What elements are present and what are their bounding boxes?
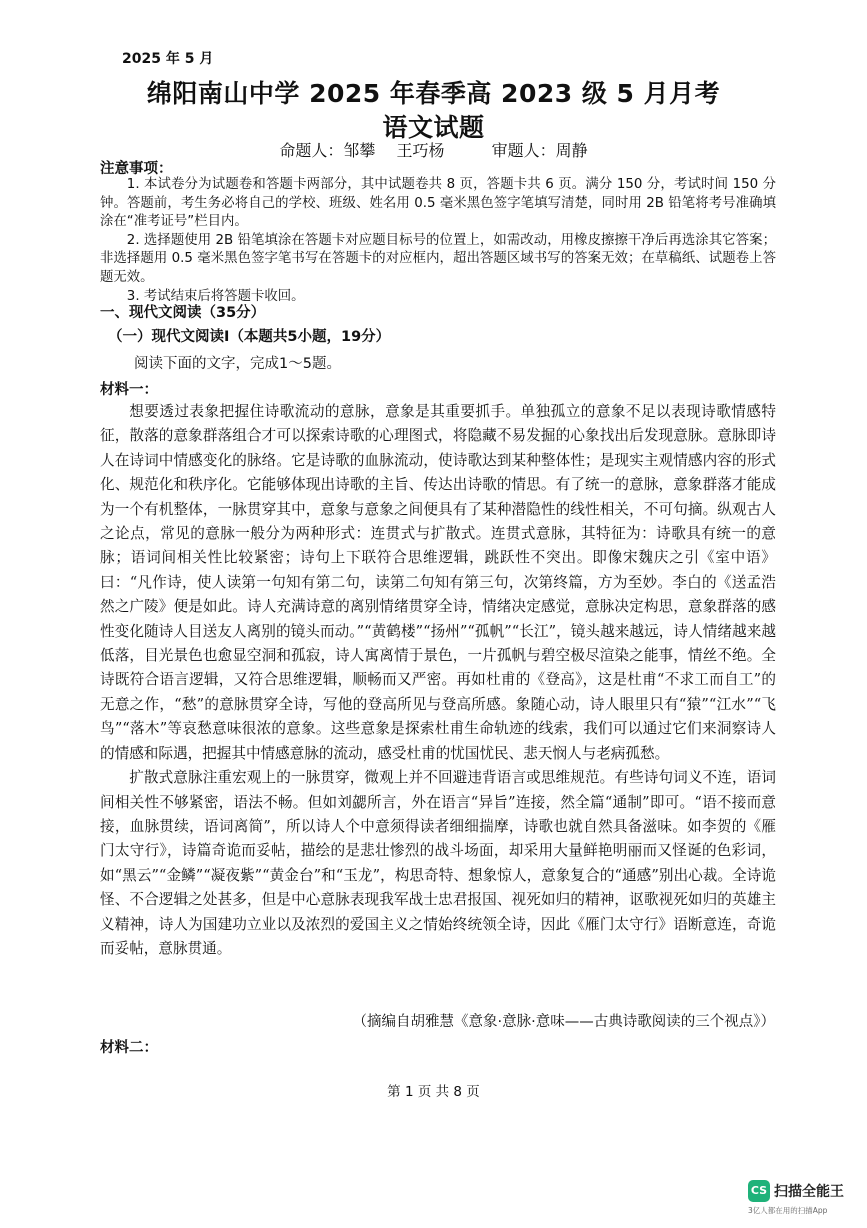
camscanner-logo-icon: CS [748,1180,770,1202]
note-item: 2. 选择题使用 2B 铅笔填涂在答题卡对应题目标号的位置上，如需改动，用橡皮擦擦干净后再选涂其它答案；非选择题用 0.5 毫米黑色签字笔书写在答题卡的对应框内，超出答题区域书写的答案无效；在草稿纸、试题卷上答题无效。 [100,232,776,285]
setter-2: 王巧杨 [396,141,445,160]
notes-heading: 注意事项： [100,161,173,177]
material-2-label: 材料二： [100,1040,158,1056]
exam-subject-title: 语文试题 [382,113,485,142]
source-citation: （摘编自胡雅慧《意象·意脉·意味——古典诗歌阅读的三个视点》） [352,1014,775,1030]
watermark-name: 扫描全能王 [774,1184,844,1200]
notes-list [100,176,776,306]
reading-instruction: 阅读下面的文字，完成1～5题。 [134,356,341,372]
scanner-watermark [748,1180,858,1220]
section-heading: 一、现代文阅读（35分） [100,305,266,321]
exam-date: 2025 年 5 月 [122,51,214,67]
exam-title: 绵阳南山中学 2025 年春季高 2023 级 5 月月考 [146,79,721,108]
paragraph: 扩散式意脉注重宏观上的一脉贯穿，微观上并不回避违背语言或思维规范。有些诗句词义不连，语词间相关性不够紧密，语法不畅。但如刘勰所言，外在语言“异旨”连接，然全篇“通制”即可。“语不接而意接，血脉贯续，语词离简”，所以诗人个中意须得读者细细揣摩，诗歌也就自然具备滋味。如李贺的《雁门太守行》，诗篇奇诡而妥帖，描绘的是悲壮惨烈的战斗场面，却采用大量鲜艳明丽而又怪诞的色彩词，如“黑云”“金鳞”“凝夜紫”“黄金台”和“玉龙”，构思奇特、想象惊人，意象复合的“通感”别出心裁。全诗诡怪、不合逻辑之处甚多，但是中心意脉表现我军战士忠君报国、视死如归的精神，讴歌视死如归的英雄主义精神，诗人为国建功立业以及浓烈的爱国主义之情始终统领全诗，因此《雁门太守行》语断意连，奇诡而妥帖，意脉贯通。 [100,769,776,957]
paragraph: 想要透过表象把握住诗歌流动的意脉，意象是其重要抓手。单独孤立的意象不足以表现诗歌情感特征，散落的意象群落组合才可以探索诗歌的心理图式，将隐藏不易发掘的心象找出后发现意脉。意脉即诗人在诗词中情感变化的脉络。它是诗歌的血脉流动，使诗歌达到某种整体性；是现实主观情感内容的形式化、规范化和秩序化。它能够体现出诗歌的主旨、传达出诗歌的情思。有了统一的意脉，意象群落才能成为一个有机整体，一脉贯穿其中，意象与意象之间便具有了某种潜隐性的线性相关，不可句摘。纵观古人之论点，常见的意脉一般分为两种形式：连贯式与扩散式。连贯式意脉，其特征为：诗歌具有统一的意脉；语词间相关性比较紧密；诗句上下联符合思维逻辑，跳跃性不突出。即像宋魏庆之引《室中语》曰：“凡作诗，使人读第一句知有第二句，读第二句知有第三句，次第终篇，方为至妙。李白的《送孟浩然之广陵》便是如此。诗人充满诗意的离别情绪贯穿全诗，情绪决定感觉，意脉决定构思，意象群落的感性变化随诗人目送友人离别的镜头而动。”“黄鹤楼”“扬州”“孤帆”“长江”，镜头越来越远，诗人情绪越来越低落，目光景色也愈显空洞和孤寂，诗人寓离情于景色，一片孤帆与碧空极尽渲染之能事，情丝不绝。全诗既符合语言逻辑，又符合思维逻辑，顺畅而又严密。再如杜甫的《登高》，这是杜甫“不求工而自工”的无意之作，“愁”的意脉贯穿全诗，写他的登高所见与登高所感。象随心动，诗人眼里只有“猿”“江水”“飞鸟”“落木”等哀愁意味很浓的意象。这些意象是探索杜甫生命轨迹的线索，我们可以通过它们来洞察诗人的情感和际遇，把握其中情感意脉的流动，感受杜甫的忧国忧民、悲天悯人与老病孤愁。 [100,403,776,762]
setter: 命题人：邹攀 [279,141,376,160]
material-1-label: 材料一： [100,382,158,398]
note-item: 1. 本试卷分为试题卷和答题卡两部分，其中试题卷共 8 页，答题卡共 6 页。满分 150 分，考试时间 150 分钟。答题前，考生务必将自己的学校、班级、姓名用 0.5 毫米黑色签字笔填写清楚，同时用 2B 铅笔将考号准确填涂在“准考证号”栏目内。 [100,177,776,230]
reviewer: 审题人：周静 [491,141,588,160]
subsection-heading: （一）现代文阅读Ⅰ（本题共5小题，19分） [108,329,391,345]
page-footer: 第 1 页 共 8 页 [387,1084,480,1100]
material-1-text [100,400,776,961]
note-item: 3. 考试结束后将答题卡收回。 [126,288,305,304]
watermark-tagline: 3亿人都在用的扫描App [748,1206,828,1215]
